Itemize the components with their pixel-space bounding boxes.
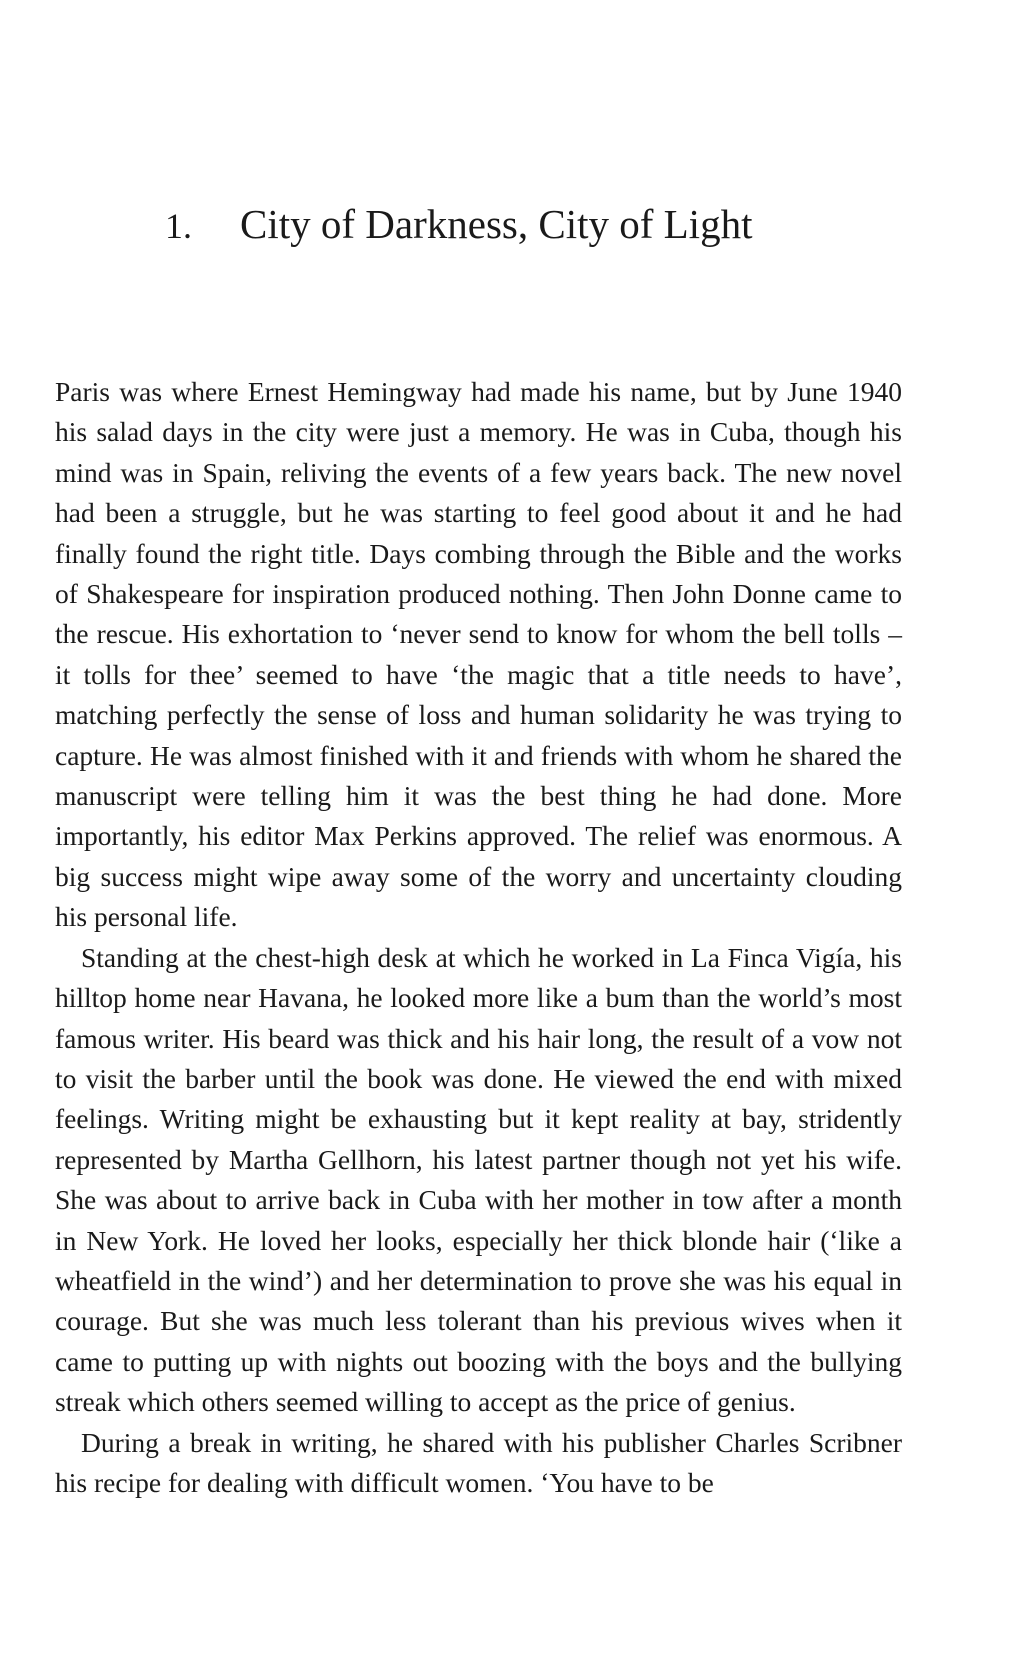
paragraph-3: During a break in writing, he shared with his publisher Charles Scribner his recipe for dealing with difficult women. ‘You have to be [55,1426,902,1498]
chapter-heading [165,198,752,252]
paragraph-1: Paris was where Ernest Hemingway had made his name, but by June 1940 his salad days in the city were just a memory. He was in Cuba, though his mind was in Spain, reliving the events of a few years back. The new novel had been a struggle, but he was starting to feel good about it and he had finally found the right title. Days combing through the Bible and the works of Shakespeare for inspiration produced nothing. Then John Donne came to the rescue. His exhortation to ‘never send to know for whom the bell tolls – it tolls for thee’ seemed to have ‘the magic that a title needs to have’, matching perfectly the sense of loss and human solidarity he was trying to capture. He was almost finished with it and friends with whom he shared the manuscript were telling him it was the best thing he had done. More importantly, his editor Max Perkins approved. The relief was enormous. A big success might wipe away some of the worry and uncertainty clouding his personal life. [55,376,902,933]
chapter-title: City of Darkness, City of Light [240,201,753,247]
chapter-body [55,372,902,1503]
chapter-number: 1. [165,206,192,246]
paragraph-2: Standing at the chest-high desk at which he worked in La Finca Vigía, his hilltop home near Havana, he looked more like a bum than the world’s most famous writer. His beard was thick and his hair long, the result of a vow not to visit the barber until the book was done. He viewed the end with mixed feelings. Writing might be exhausting but it kept reality at bay, stridently represented by Martha Gellhorn, his latest partner though not yet his wife. She was about to arrive back in Cuba with her mother in tow after a month in New York. He loved her looks, especially her thick blonde hair (‘like a wheatfield in the wind’) and her determination to prove she was his equal in courage. But she was much less tolerant than his previous wives when it came to putting up with nights out boozing with the boys and the bullying streak which others seemed willing to accept as the price of genius. [55,941,902,1418]
